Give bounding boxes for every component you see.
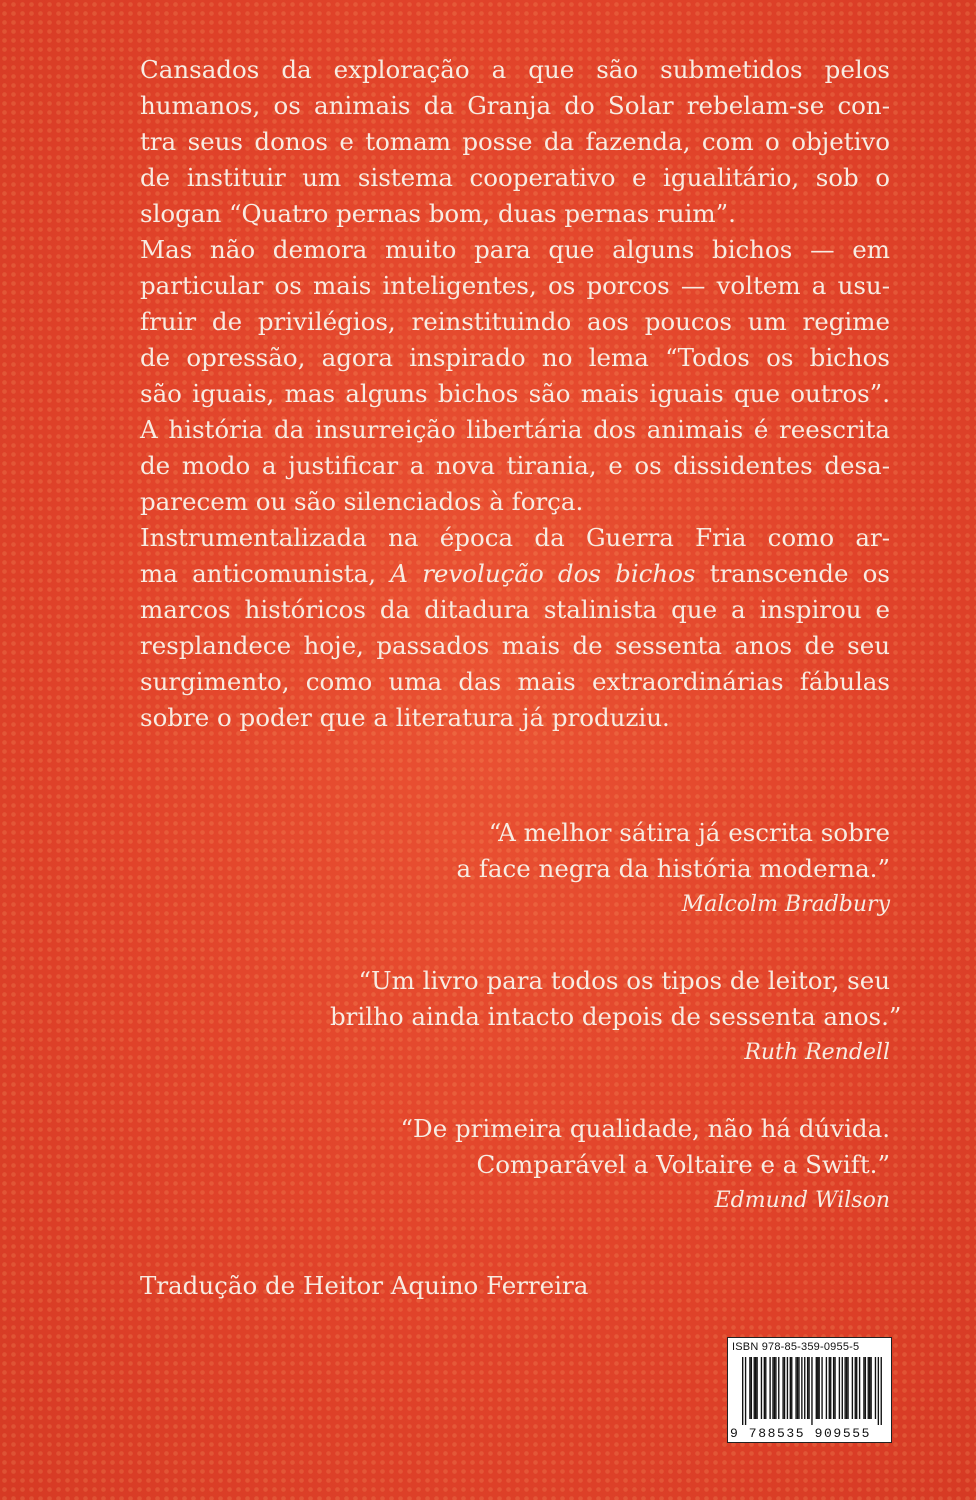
review-quote [330, 963, 902, 1071]
barcode-bar [842, 1357, 843, 1419]
barcode-bar [839, 1357, 840, 1419]
text-line: fruir de privilégios, reinstituindo aos poucos um regime [140, 307, 890, 336]
synopsis-paragraph-3 [140, 520, 890, 736]
text-line: de modo a justificar a nova tirania, e os dissidentes desa- [140, 451, 890, 480]
barcode-bar [784, 1357, 785, 1419]
text-line: tra seus donos e tomam posse da fazenda, com o objetivo [140, 127, 890, 156]
text-line: sobre o poder que a literatura já produziu. [140, 703, 670, 732]
review-quotes [330, 815, 902, 1259]
quote-line: “De primeira qualidade, não há dúvida. [400, 1114, 890, 1143]
text-line: são iguais, mas alguns bichos são mais iguais que outros”. [140, 379, 890, 408]
quote-line: a face negra da história moderna.” [456, 854, 890, 883]
barcode-bar [754, 1357, 755, 1419]
synopsis-paragraph-2 [140, 232, 890, 520]
barcode-bar [875, 1357, 876, 1419]
barcode-bar [742, 1357, 743, 1425]
barcode-bar [846, 1357, 847, 1419]
text-segment: transcende os [695, 559, 890, 588]
barcode-bar [745, 1357, 746, 1425]
barcode-digits: 9 788535 909555 [730, 1426, 872, 1441]
barcode-bar [774, 1357, 775, 1419]
text-segment: ma anticomunista, [140, 559, 391, 588]
barcode-bar [765, 1357, 766, 1419]
barcode-bar [869, 1357, 870, 1419]
synopsis-paragraph-1 [140, 52, 890, 232]
book-title: A revolução dos bichos [390, 559, 696, 588]
barcode-bar [859, 1357, 860, 1419]
text-line: Instrumentalizada na época da Guerra Fria como ar- [140, 523, 890, 552]
barcode-bar [817, 1357, 818, 1419]
quote-author: Malcolm Bradbury [681, 892, 890, 917]
text-line-with-title [140, 556, 890, 592]
barcode-bar [811, 1357, 812, 1425]
synopsis [140, 52, 890, 736]
barcode-bars [742, 1357, 882, 1425]
barcode-bar [797, 1357, 798, 1419]
barcode-bar [878, 1357, 879, 1425]
text-line: resplandece hoje, passados mais de sessenta anos de seu [140, 631, 890, 660]
barcode-bar [790, 1357, 791, 1419]
quote-line: “Um livro para todos os tipos de leitor, seu [358, 966, 890, 995]
barcode-bar [764, 1357, 765, 1419]
barcode-bar [755, 1357, 756, 1419]
barcode-bar [801, 1357, 802, 1419]
barcode-bar [863, 1357, 864, 1419]
barcode-bar [807, 1357, 808, 1419]
barcode-bar [856, 1357, 857, 1419]
barcode-bar [791, 1357, 792, 1419]
text-line: surgimento, como uma das mais extraordinárias fábulas [140, 667, 890, 696]
barcode-bar [844, 1357, 845, 1419]
barcode-bar [847, 1357, 848, 1419]
barcode-bar [881, 1357, 882, 1425]
barcode-bar [834, 1357, 835, 1419]
barcode-bar [778, 1357, 779, 1419]
barcode-bar [798, 1357, 799, 1419]
text-line: de instituir um sistema cooperativo e igualitário, sob o [140, 163, 890, 192]
isbn-barcode [727, 1337, 892, 1443]
text-line: Cansados da exploração a que são submetidos pelos [140, 55, 890, 84]
isbn-label: ISBN 978-85-359-0955-5 [732, 1341, 860, 1353]
barcode-bar [868, 1357, 869, 1419]
barcode-bar [782, 1357, 783, 1419]
quote-line: brilho ainda intacto depois de sessenta anos.” [330, 1002, 902, 1031]
barcode-bar [818, 1357, 819, 1419]
barcode-bar [821, 1357, 822, 1419]
quote-line: “A melhor sátira já escrita sobre [488, 818, 890, 847]
barcode-bar [772, 1357, 773, 1419]
review-quote [330, 815, 890, 923]
barcode-bar [769, 1357, 770, 1419]
translator-credit: Tradução de Heitor Aquino Ferreira [140, 1271, 589, 1300]
text-line: A história da insurreição libertária dos animais é reescrita [140, 415, 890, 444]
barcode-bar [865, 1357, 866, 1419]
text-line: Mas não demora muito para que alguns bichos — em [140, 235, 890, 264]
text-line: slogan “Quatro pernas bom, duas pernas ruim”. [140, 199, 736, 228]
text-line: marcos históricos da ditadura stalinista que a inspirou e [140, 595, 890, 624]
barcode-bar [852, 1357, 853, 1419]
text-line: particular os mais inteligentes, os porcos — voltem a usu- [140, 271, 890, 300]
barcode-bar [787, 1357, 788, 1419]
review-quote [330, 1111, 890, 1219]
quote-author: Edmund Wilson [714, 1188, 890, 1213]
barcode-bar [756, 1357, 757, 1419]
barcode-bar [870, 1357, 871, 1419]
barcode-bar [826, 1357, 827, 1419]
text-line: parecem ou são silenciados à força. [140, 487, 584, 516]
barcode-bar [804, 1357, 805, 1419]
text-line: de opressão, agora inspirado no lema “Todos os bichos [140, 343, 890, 372]
quote-line: Comparável a Voltaire e a Swift.” [476, 1150, 890, 1179]
barcode-bar [830, 1357, 831, 1419]
barcode-bar [808, 1357, 809, 1419]
barcode-bar [833, 1357, 834, 1419]
barcode-bar [761, 1357, 762, 1419]
text-line: humanos, os animais da Granja do Solar rebelam-se con- [140, 91, 890, 120]
barcode-bar [829, 1357, 830, 1419]
barcode-bar [816, 1357, 817, 1419]
barcode-bar [775, 1357, 776, 1419]
barcode-bar [751, 1357, 752, 1419]
barcode-bar [749, 1357, 750, 1419]
barcode-bar [855, 1357, 856, 1419]
quote-author: Ruth Rendell [744, 1040, 890, 1065]
barcode-bar [795, 1357, 796, 1419]
